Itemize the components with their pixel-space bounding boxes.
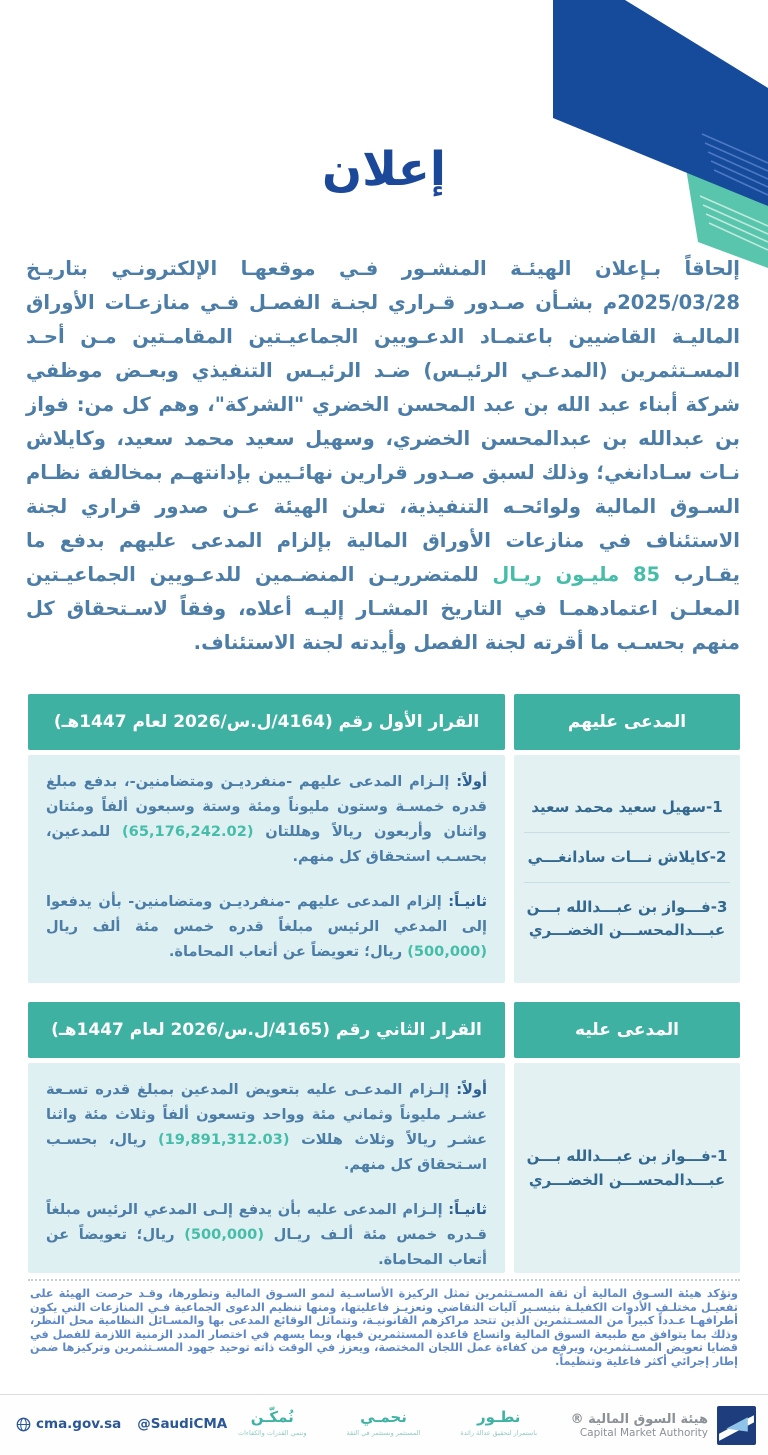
decision-table-1 <box>28 694 740 983</box>
clause-second-amount: (500,000) <box>184 1226 264 1243</box>
clause-second-tail: ريال؛ تعويضاً عن أتعاب المحاماة. <box>46 1226 487 1268</box>
clause-first-amount: (19,891,312.03) <box>157 1131 290 1148</box>
decision-table-2-body <box>28 1063 740 1273</box>
brand-tagline: المستثمر ونستثمر في الثقة <box>346 1429 421 1437</box>
clause-second <box>46 1197 487 1272</box>
twitter-handle[interactable]: @SaudiCMA <box>137 1416 228 1432</box>
clause-first-text: إلـزام المدعى عليهم -منفرديـن ومتضامنين-، بدفع مبلغ قدره خمسـة وستون مليوناً ومئة وستة وسبعون ألفاً ومئتان واثنان وأربعون ريالاً وهللتان <box>46 773 487 840</box>
cma-logo-mark-icon <box>717 1406 756 1445</box>
clause-second-text: إلـزام المدعى عليه بأن يدفع إلـى المدعي الرئيس مبلغاً قـدره خمس مئة ألـف ريـال <box>46 1201 487 1243</box>
intro-text-after: للمتضرريـن المنضـمين للدعـويين الجماعيـتين المعلـن اعتمادهمـا في التاريخ المشـار إليـه أعلاه، وفقاً لاسـتحقاق كل منهم بحسـب ما أقرته لجنة الفصل وأيدته لجنة الاستئناف. <box>26 563 740 654</box>
defendant-item: 1-سهيل سعيد محمد سعيد <box>531 798 723 816</box>
decision-text-cell <box>28 755 505 983</box>
page-title: إعلان <box>321 142 447 197</box>
clause-first-amount: (65,176,242.02) <box>122 823 254 840</box>
defendant-item: 1-فـــواز بن عبـــدالله بـــن عبـــدالمحســـن الخضـــري <box>526 1147 728 1189</box>
decision-column-header: القرار الأول رقم (4164/ل.س/2026 لعام 1447هـ) <box>28 694 505 750</box>
decision-column-header: القرار الثاني رقم (4165/ل.س/2026 لعام 1447هـ) <box>28 1002 505 1058</box>
brand-word: نُمكّـن <box>250 1408 294 1426</box>
brand-tagline: وننمي القدرات والكفاءات <box>238 1429 307 1437</box>
decision-table-2-header <box>28 1002 740 1058</box>
defendants-column-header: المدعى عليه <box>514 1002 740 1058</box>
clause-second-label: ثانيـاً: <box>448 1201 487 1218</box>
globe-icon <box>16 1417 31 1432</box>
decision-text-cell <box>28 1063 505 1273</box>
brand-enable <box>238 1408 307 1437</box>
brand-word: نحمـي <box>360 1408 407 1426</box>
website-link[interactable]: cma.gov.sa <box>36 1416 122 1432</box>
clause-first <box>46 1077 487 1177</box>
intro-amount-highlight: 85 مليـون ريـال <box>492 563 661 586</box>
clause-first-label: أولاً: <box>456 773 487 790</box>
footnote-divider <box>28 1279 740 1281</box>
brand-develop <box>460 1408 537 1437</box>
footer-bar <box>0 1394 768 1455</box>
brand-word: نطـور <box>477 1408 521 1426</box>
clause-second <box>46 889 487 964</box>
defendants-column-header: المدعى عليهم <box>514 694 740 750</box>
decision-table-1-body <box>28 755 740 983</box>
clause-first <box>46 769 487 869</box>
clause-first-text: إلـزام المدعـى عليه بتعويض المدعين بمبلغ قدره تسـعة عشـر مليوناً وثماني مئة وواحد وتسعون ألفاً وثلاث مئة واثنا عشـر ريالاً وثلاث هللات <box>46 1081 487 1148</box>
defendant-item: 3-فـــواز بن عبـــدالله بـــن عبـــدالمحســـن الخضـــري <box>524 882 730 955</box>
clause-second-tail: ريال؛ تعويضاً عن أتعاب المحاماة. <box>168 943 408 960</box>
clause-second-text: إلزام المدعى عليهم -منفرديـن ومتضامنين- بأن يدفعوا إلى المدعي الرئيس مبلغاً قدره خمس مئة ألف ريال <box>46 893 487 935</box>
cma-logo-arabic: هيئة السوق المالية ® <box>570 1412 708 1427</box>
clause-second-label: ثانيـاً: <box>448 893 487 910</box>
defendants-cell <box>514 1063 740 1273</box>
defendant-item: 2-كايلاش نـــات سادانغـــي <box>524 832 730 882</box>
intro-text-before: إلحاقاً بـإعلان الهيئـة المنشـور فـي موقعهـا الإلكترونـي بتاريـخ 2025/03/28م بشـأن صـدور قـراري لجنـة الفصـل فـي منازعـات الأوراق الماليـة القاضيين باعتمـاد الدعـويين الجماعيـتين المقامـتين مـن أحـد المسـتثمرين (المدعـي الرئيـس) ضـد الرئيـس التنفيذي وبعـض موظفي شركة أبناء عبد الله بن عبد المحسن الخضري "الشركة"، وهم كل من: فواز بن عبدالله بن عبدالمحسن الخضري، وسهيل سعيد محمد سعيد، وكايلاش نـات سـادانغي؛ وذلك لسبق صـدور قرارين نهائـيين بإدانتهـم بمخالفة نظـام السـوق المالية ولوائحـه التنفيذية، تعلن الهيئة عـن صدور قراري لجنة الاستئناف في منازعات الأوراق المالية بإلزام المدعى عليهم بدفع ما يقـارب <box>26 257 741 586</box>
intro-paragraph <box>26 252 740 660</box>
clause-first-tail: للمدعين، بحسـب استحقاق كل منهم. <box>46 823 487 865</box>
footer-contacts <box>16 1416 227 1432</box>
defendants-cell <box>514 755 740 983</box>
decision-table-1-header <box>28 694 740 750</box>
header-ribbon-decoration <box>0 0 768 280</box>
clause-second-amount: (500,000) <box>407 943 487 960</box>
clause-first-label: أولاً: <box>456 1081 487 1098</box>
cma-logo <box>571 1406 756 1445</box>
cma-logo-english: Capital Market Authority <box>579 1427 708 1439</box>
website-group[interactable] <box>16 1416 121 1432</box>
brand-values <box>238 1408 537 1437</box>
clause-first-tail: ريال، بحسـب اسـتحقاق كل منهم. <box>46 1131 487 1173</box>
footnote-paragraph: وتؤكد هيئة السـوق المالية أن ثقة المسـتثمرين تمثل الركيزة الأساسـية لنمو السـوق المالية وتطورها، وقـد حرصت الهيئة على تفعيـل مختلـف الأدوات الكفيلـة بتيسـير آليات التقاضي وتعزيـز فاعليتها، ومنها تنظيم الدعوى الجماعية فـي المنازعات التي يكون أطرافهـا عـدداً كبيراً من المسـتثمرين الذين تتحد مراكزهم القانونيـة، وتتماثل الوقائع المدعى بها والمسـائل النظامية محل النظر، وذلك بما يتوافق مع طبيعة السوق المالية واتساع قاعدة المستثمرين فيها، وبما يسهم في اختصار المدد الزمنية اللازمة للفصل في قضايا تعويض المسـتثمرين، ويرفع من كفاءة عمل اللجان المختصة، ويعزز في الوقت ذاته توحيد جهود المسـتثمرين وتركيزها ضمن إطار إجرائي أكثر فاعلية وتنظيماً. <box>30 1287 738 1368</box>
brand-tagline: باستمرار لتحقيق عدالة رائدة <box>460 1429 538 1437</box>
decision-table-2 <box>28 1002 740 1273</box>
cma-logo-text <box>571 1412 708 1439</box>
brand-protect <box>347 1408 421 1437</box>
